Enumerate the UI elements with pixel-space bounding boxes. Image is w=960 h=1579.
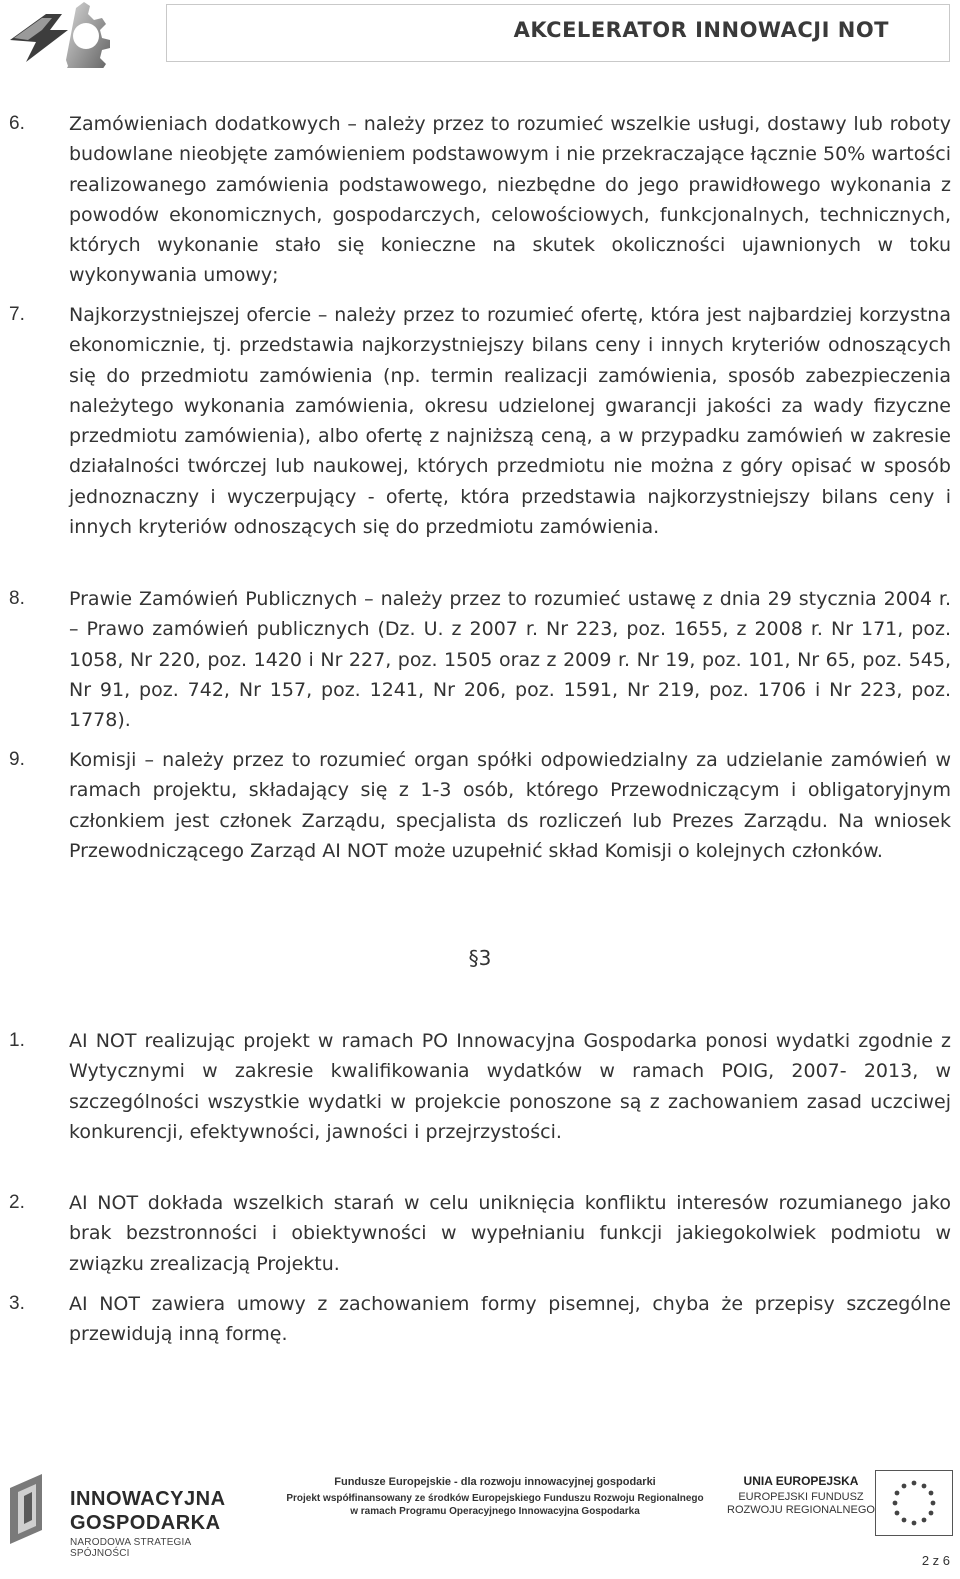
header-title: AKCELERATOR INNOWACJI NOT bbox=[513, 18, 889, 42]
list-item-text: AI NOT dokłada wszelkich starań w celu uniknięcia konfliktu interesów rozumianego jako brak bezstronności i obiektywności w wypełnianiu funkcji jakiegokolwiek podmiotu w związku zrealizacją Projektu. bbox=[69, 1192, 951, 1275]
eu-funds-line2: Projekt współfinansowany ze środków Europejskiego Funduszu Rozwoju Regionalnego bbox=[286, 1493, 704, 1504]
page-number: 2 z 6 bbox=[921, 1553, 950, 1568]
eu-funds-text bbox=[283, 1474, 707, 1530]
list-item-text: Prawie Zamówień Publicznych – należy przez to rozumieć ustawę z dnia 29 stycznia 2004 r. – Prawo zamówień publicznych (Dz. U. z 2007 r. Nr 223, poz. 1655, z 2008 r. Nr 171, poz. 1058, Nr 220, poz. 1420 i Nr 227, poz. 1505 oraz z 2009 r. Nr 19, poz. 101, Nr 65, poz. 545, Nr 91, poz. 742, Nr 157, poz. 1241, Nr 206, poz. 1591, Nr 219, poz. 1706 i Nr 223, poz. 1778). bbox=[69, 588, 951, 732]
eu-label-line2: EUROPEJSKI FUNDUSZ bbox=[738, 1491, 864, 1503]
eu-fund-label bbox=[726, 1474, 876, 1516]
list-item-number: 2. bbox=[9, 1192, 25, 1213]
list-item-number: 1. bbox=[9, 1030, 25, 1051]
section-heading: §3 bbox=[468, 946, 492, 970]
list-item-number: 9. bbox=[9, 749, 25, 770]
page-header bbox=[0, 0, 960, 80]
list-item-text: Zamówieniach dodatkowych – należy przez to rozumieć wszelkie usługi, dostawy lub roboty budowlane nieobjęte zamówieniem podstawowym i nie przekraczające łącznie 50% wartości realizowanego zamówienia podstawowego, niezbędne do jego prawidłowego wykonania z powodów ekonomicznych, gospodarczych, celowościowych, funkcjonalnych, technicznych, których wykonanie stało się konieczne na skutek okoliczności ujawnionych w toku wykonywania umowy; bbox=[69, 113, 951, 287]
list-item-number: 6. bbox=[9, 113, 25, 134]
list-item-text: AI NOT zawiera umowy z zachowaniem formy pisemnej, chyba że przepisy szczególne przewidują inną formę. bbox=[69, 1293, 951, 1346]
innowacyjna-gospodarka-logo bbox=[4, 1470, 244, 1559]
eu-flag-icon bbox=[875, 1470, 953, 1536]
list-item-number: 7. bbox=[9, 304, 25, 325]
eu-funds-line3: w ramach Programu Operacyjnego Innowacyjna Gospodarka bbox=[350, 1506, 640, 1517]
list-item-text: Komisji – należy przez to rozumieć organ spółki odpowiedzialny za udzielanie zamówień w ramach projektu, składający się z 1-3 osób, którego Przewodniczącym i obligatoryjnym członkiem jest członek Zarządu, specjalista ds rozliczeń lub Prezes Zarządu. Na wniosek Przewodniczącego Zarząd AI NOT może uzupełnić skład Komisji o kolejnych członków. bbox=[69, 749, 951, 862]
list-item-text: AI NOT realizując projekt w ramach PO Innowacyjna Gospodarka ponosi wydatki zgodnie z Wytycznymi w zakresie kwalifikowania wydatków w ramach POIG, 2007- 2013, w szczególności wszystkie wydatki w projekcie ponoszone są z zachowaniem zasad uczciwej konkurencji, efektywności, jawności i przejrzystości. bbox=[69, 1030, 951, 1143]
ig-title-line1: INNOWACYJNA bbox=[70, 1488, 226, 1510]
eu-funds-line1: Fundusze Europejskie - dla rozwoju innowacyjnej gospodarki bbox=[334, 1476, 656, 1488]
list-item-text: Najkorzystniejszej ofercie – należy przez to rozumieć ofertę, która jest najbardziej korzystna ekonomicznie, tj. przedstawia najkorzystniejszy bilans ceny i innych kryteriów odnoszących się do przedmiotu zamówienia (np. termin realizacji zamówienia, sposób zabezpieczenia należytego wykonania zamówienia, okresu udzielonej gwarancji jakości za wady fizyczne przedmiotu zamówienia), albo ofertę z najniższą ceną, a w przypadku zamówień w zakresie działalności twórczej lub naukowej, których przedmiotu nie można z góry opisać w sposób jednoznaczny i wyczerpujący - ofertę, która przedstawia najkorzystniejszy bilans ceny i innych kryteriów odnoszących się do przedmiotu zamówienia. bbox=[69, 304, 951, 539]
eu-label-line3: ROZWOJU REGIONALNEGO bbox=[727, 1504, 875, 1516]
eu-label-line1: UNIA EUROPEJSKA bbox=[743, 1474, 859, 1488]
page-footer bbox=[0, 1462, 960, 1579]
header-bar bbox=[166, 4, 950, 62]
gear-logo-icon bbox=[6, 0, 124, 68]
list-item-number: 8. bbox=[9, 588, 25, 609]
ig-subtitle: NARODOWA STRATEGIA SPÓJNOŚCI bbox=[70, 1537, 191, 1559]
list-item-number: 3. bbox=[9, 1293, 25, 1314]
ig-title-line2: GOSPODARKA bbox=[70, 1512, 221, 1534]
